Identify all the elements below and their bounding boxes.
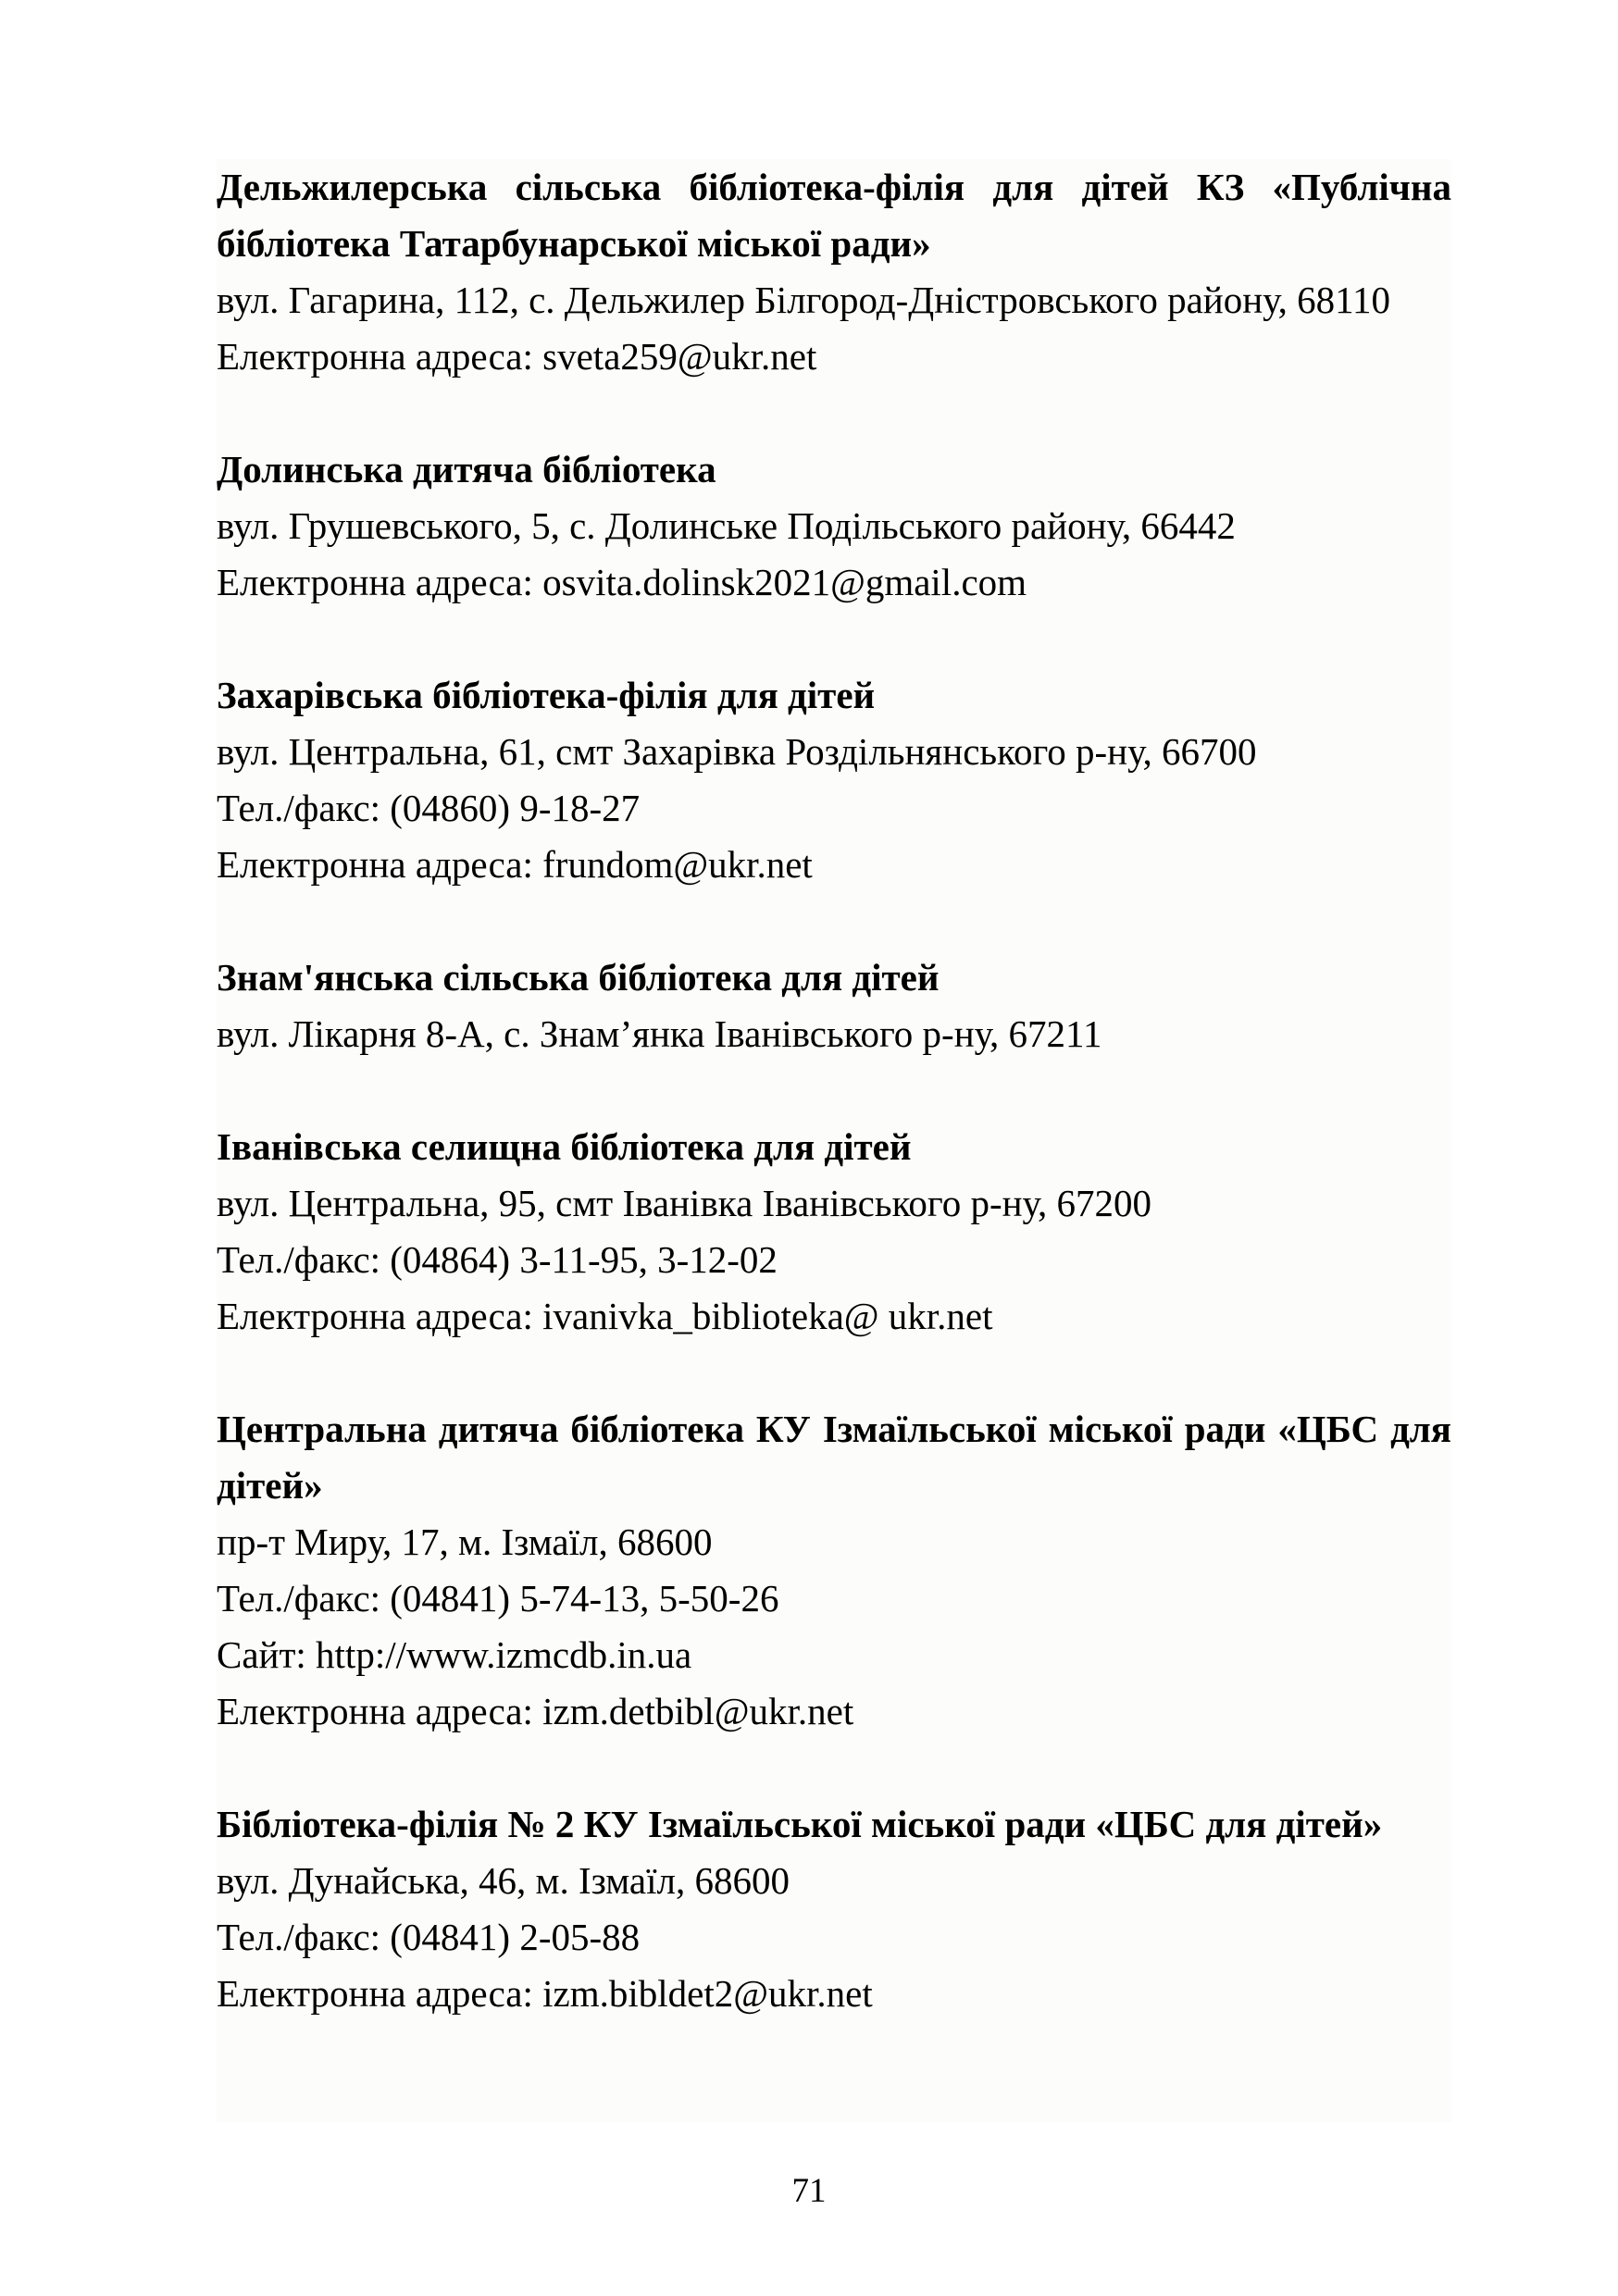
library-address: пр-т Миру, 17, м. Ізмаїл, 68600 (217, 1520, 713, 1563)
library-title: Центральна дитяча бібліотека КУ Ізмаїльської міської ради «ЦБС для дітей» (217, 1408, 1451, 1507)
library-title: Іванівська селищна бібліотека для дітей (217, 1125, 912, 1168)
library-entry (217, 667, 1451, 893)
library-address: вул. Грушевського, 5, с. Долинське Подільського району, 66442 (217, 504, 1236, 547)
library-title: Бібліотека-філія № 2 КУ Ізмаїльської міської ради «ЦБС для дітей» (217, 1803, 1383, 1845)
page-content (217, 159, 1451, 2122)
library-email: Електронна адреса: izm.detbibl@ukr.net (217, 1690, 854, 1732)
library-email: Електронна адреса: izm.bibldet2@ukr.net (217, 1972, 873, 2015)
library-title: Дельжилерська сільська бібліотека-філія для дітей КЗ «Публічна бібліотека Татарбунарської міської ради» (217, 166, 1451, 265)
library-address: вул. Гагарина, 112, с. Дельжилер Білгород-Дністровського району, 68110 (217, 279, 1391, 321)
library-title: Знам'янська сільська бібліотека для дітей (217, 956, 940, 999)
library-entry (217, 1401, 1451, 1740)
page-number: 71 (791, 2172, 827, 2210)
library-address: вул. Лікарня 8-А, с. Знам’янка Іванівського р-ну, 67211 (217, 1012, 1102, 1055)
library-phone: Тел./факс: (04841) 2-05-88 (217, 1916, 641, 1958)
library-email: Електронна адреса: frundom@ukr.net (217, 843, 813, 886)
library-phone: Тел./факс: (04860) 9-18-27 (217, 787, 641, 829)
library-entry (217, 159, 1451, 385)
library-phone: Тел./факс: (04864) 3-11-95, 3-12-02 (217, 1238, 778, 1281)
library-phone: Тел./факс: (04841) 5-74-13, 5-50-26 (217, 1577, 779, 1620)
library-website: Сайт: http://www.izmcdb.in.ua (217, 1633, 692, 1676)
library-entry (217, 1796, 1451, 2022)
library-address: вул. Дунайська, 46, м. Ізмаїл, 68600 (217, 1859, 790, 1902)
library-title: Захарівська бібліотека-філія для дітей (217, 674, 876, 716)
library-address: вул. Центральна, 61, смт Захарівка Роздільнянського р-ну, 66700 (217, 730, 1257, 773)
library-email: Електронна адреса: osvita.dolinsk2021@gmail.com (217, 561, 1027, 603)
library-entry (217, 1119, 1451, 1345)
library-entry (217, 949, 1451, 1062)
library-email: Електронна адреса: sveta259@ukr.net (217, 335, 817, 378)
library-entry (217, 441, 1451, 611)
library-title: Долинська дитяча бібліотека (217, 448, 716, 490)
library-email: Електронна адреса: ivanivka_biblioteka@ ukr.net (217, 1295, 993, 1337)
library-address: вул. Центральна, 95, смт Іванівка Іванівського р-ну, 67200 (217, 1182, 1151, 1224)
